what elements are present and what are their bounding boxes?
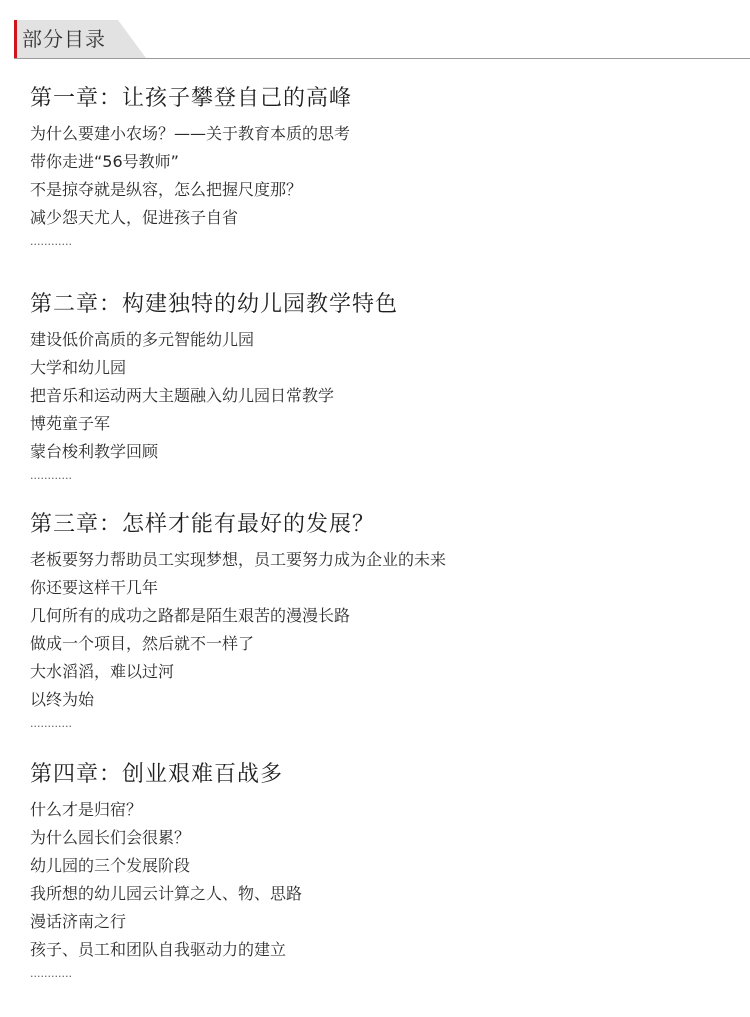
chapter-4 (30, 760, 302, 988)
chapter-item: 你还要这样干几年 (30, 578, 159, 597)
chapter-item: 减少怨天尤人，促进孩子自省 (30, 208, 239, 227)
chapter-ellipsis: ............ (30, 469, 72, 482)
chapter-item: 什么才是归宿？ (30, 800, 143, 819)
chapter-item: 大水滔滔，难以过河 (30, 662, 175, 681)
chapter-item: 漫话济南之行 (30, 912, 127, 931)
chapter-item: 几何所有的成功之路都是陌生艰苦的漫漫长路 (30, 606, 351, 625)
chapter-item: 以终为始 (30, 690, 95, 709)
chapter-item: 博苑童子军 (30, 414, 111, 433)
chapter-item: 不是掠夺就是纵容，怎么把握尺度那？ (30, 180, 303, 199)
chapter-2 (30, 290, 398, 490)
header-divider (14, 58, 750, 59)
section-title: 部分目录 (22, 27, 106, 51)
chapter-title: 第四章：创业艰难百战多 (30, 762, 284, 787)
chapter-item: 为什么园长们会很累？ (30, 828, 191, 847)
header-accent-bar (14, 20, 17, 58)
chapter-ellipsis: ............ (30, 717, 72, 730)
chapter-item: 老板要努力帮助员工实现梦想，员工要努力成为企业的未来 (30, 550, 447, 569)
chapter-item: 带你走进“56号教师” (30, 152, 179, 171)
chapter-title: 第二章：构建独特的幼儿园教学特色 (30, 292, 399, 317)
chapter-item: 大学和幼儿园 (30, 358, 127, 377)
chapter-item: 我所想的幼儿园云计算之人、物、思路 (30, 884, 303, 903)
chapter-item: 蒙台梭利教学回顾 (30, 442, 159, 461)
chapter-item: 为什么要建小农场？——关于教育本质的思考 (30, 124, 351, 143)
chapter-1 (30, 84, 352, 256)
chapter-title: 第三章：怎样才能有最好的发展？ (30, 512, 376, 537)
chapter-3 (30, 510, 446, 738)
chapter-item: 做成一个项目，然后就不一样了 (30, 634, 255, 653)
section-header (0, 20, 750, 60)
chapter-item: 建设低价高质的多元智能幼儿园 (30, 330, 255, 349)
chapter-ellipsis: ............ (30, 235, 72, 248)
chapter-title: 第一章：让孩子攀登自己的高峰 (30, 86, 353, 111)
chapter-item: 孩子、员工和团队自我驱动力的建立 (30, 940, 287, 959)
chapter-item: 把音乐和运动两大主题融入幼儿园日常教学 (30, 386, 335, 405)
chapter-item: 幼儿园的三个发展阶段 (30, 856, 191, 875)
chapter-ellipsis: ............ (30, 967, 72, 980)
